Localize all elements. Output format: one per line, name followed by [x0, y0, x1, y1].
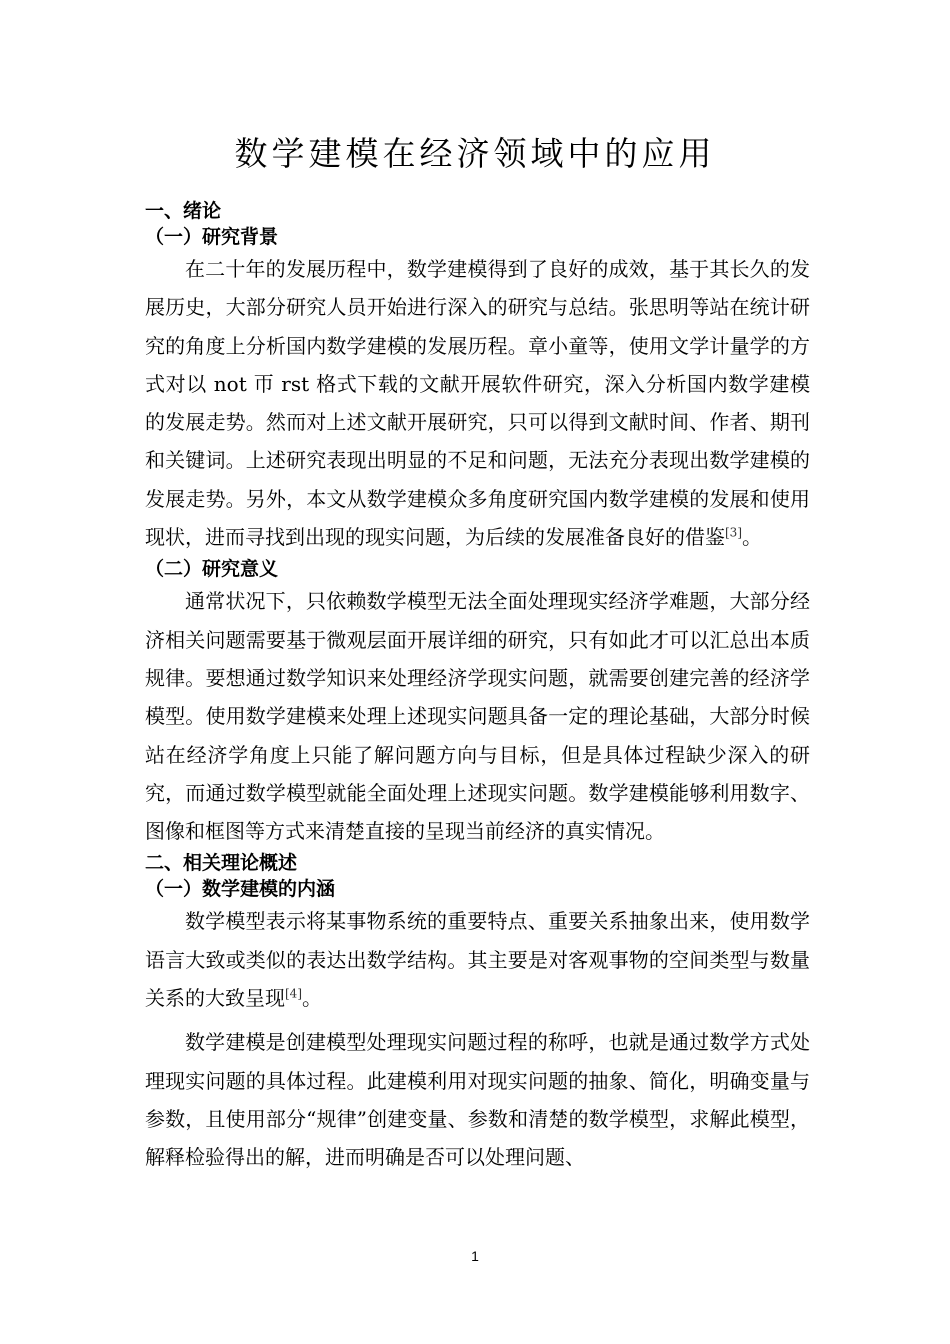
- subsection-heading: （一）研究背景: [145, 226, 279, 248]
- body-paragraph: [145, 902, 810, 1017]
- section-heading: 一、绪论: [145, 200, 222, 222]
- paper-title: 数学建模在经济领域中的应用: [234, 134, 716, 173]
- paragraph-text: 数学模型表示将某事物系统的重要特点、重要关系抽象出来，使用数学语言大致或类似的表达出数学结构。其主要是对客观事物的空间类型与数量关系的大致呈现: [145, 909, 810, 1011]
- citation-marker: [4]: [285, 986, 302, 1001]
- subsection-heading: （一）数学建模的内涵: [145, 878, 336, 901]
- paper-body: [145, 198, 810, 1177]
- subsection-heading: （二）研究意义: [145, 558, 279, 581]
- paragraph-text: 通常状况下，只依赖数学模型无法全面处理现实经济学难题，大部分经济相关问题需要基于微观层面开展详细的研究，只有如此才可以汇总出本质规律。要想通过数学知识来处理经济学现实问题，就需要创建完善的经济学模型。使用数学建模来处理上述现实问题具备一定的理论基础，大部分时候站在经济学角度上只能了解问题方向与目标，但是具体过程缺少深入的研究，而通过数学模型就能全面处理上述现实问题。数学建模能够利用数字、图像和框图等方式来清楚直接的呈现当前经济的真实情况。: [145, 589, 810, 844]
- citation-marker: [3]: [725, 525, 742, 540]
- body-paragraph: [145, 1023, 810, 1176]
- body-paragraph: [145, 582, 810, 850]
- section-heading: 二、相关理论概述: [145, 852, 298, 875]
- paragraph-text: 数学建模是创建模型处理现实问题过程的称呼，也就是通过数学方式处理现实问题的具体过程。此建模利用对现实问题的抽象、简化，明确变量与参数，且使用部分“规律”创建变量、参数和清楚的数学模型，求解此模型，解释检验得出的解，进而明确是否可以处理问题、: [145, 1030, 810, 1170]
- body-paragraph: [145, 250, 810, 556]
- paragraph-tail: 。: [742, 525, 762, 550]
- paragraph-tail: 。: [302, 986, 322, 1011]
- page-number: 1: [471, 1248, 479, 1264]
- paragraph-text: 在二十年的发展历程中，数学建模得到了良好的成效，基于其长久的发展历史，大部分研究人员开始进行深入的研究与总结。张思明等站在统计研究的角度上分析国内数学建模的发展历程。章小童等，使用文学计量学的方式对以 not 帀 rst 格式下载的文献开展软件研究，深入分析国内数学建模的发展走势。然而对上述文献开展研究，只可以得到文献时间、作者、期刊和关键词。上述研究表现出明显的不足和问题，无法充分表现出数学建模的发展走势。另外，本文从数学建模众多角度研究国内数学建模的发展和使用现状，进而寻找到出现的现实问题，为后续的发展准备良好的借鉴: [145, 257, 810, 550]
